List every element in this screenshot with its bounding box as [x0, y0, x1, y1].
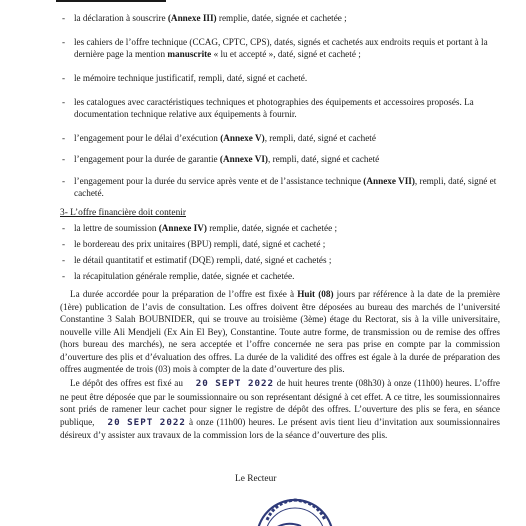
list-item: le détail quantitatif et estimatif (DQE) rempli, daté, signé et cachetés ;	[74, 255, 332, 265]
bullet-marker: -	[62, 239, 66, 249]
list-item: les cahiers de l’offre technique (CCAG, CPTC, CPS), datés, signés et cachetés aux endroits requis et portant à la dernière page la mention manuscrite « lu et accepté », daté, signé et cacheté ;	[74, 37, 488, 59]
submission-paragraph: La durée accordée pour la préparation de l’offre est fixée à Huit (08) jours par référence à la date de la première (1ère) publication de l’avis de consultation. Les offres doivent être déposées au bureau des marchés de l’université Constantine 3 Salah BOUBNIDER, qui se trouve au troisième (3ème) étage du Rectorat, sis à la ville universitaire, nouvelle ville Ali Mendjeli (Ex Ain El Bey), Constantine. Toute autre forme, de transmission ou de remise des offres (hors bureau des marchés), ne sera acceptée et l’offre concernée ne sera pas prise en compte par la commission d’ouverture des plis et d’évaluation des offres. La durée de la validité des offres est égale à la durée de préparation des offres augmentée de trois (03) mois à compter de la date d’ouverture des plis.	[60, 289, 500, 374]
bullet-marker: -	[62, 154, 66, 164]
list-item: l’engagement pour le délai d’exécution (Annexe V), rempli, daté, signé et cacheté	[74, 133, 376, 143]
list-item: l’engagement pour la durée de garantie (Annexe VI), rempli, daté, signé et cacheté	[74, 154, 380, 164]
list-item: la lettre de soumission (Annexe IV) remplie, datée, signée et cachetée ;	[74, 223, 338, 233]
list-item: le bordereau des prix unitaires (BPU) rempli, daté, signé et cacheté ;	[74, 239, 326, 249]
bullet-marker: -	[62, 271, 66, 281]
list-item: l’engagement pour la durée du service après vente et de l’assistance technique (Annexe VII), rempli, daté, signé et cacheté.	[74, 176, 497, 198]
header-rule	[56, 0, 166, 2]
official-seal	[255, 490, 395, 526]
bullet-marker: -	[62, 73, 66, 83]
bullet-marker: -	[62, 223, 66, 233]
list-item: les catalogues avec caractéristiques techniques et photographies des équipements et accessoires proposés. La documentation technique relative aux équipements à fournir.	[74, 97, 474, 119]
signature-line: Le Recteur	[235, 474, 277, 484]
list-item: la récapitulation générale remplie, datée, signée et cachetée.	[74, 271, 295, 281]
date-stamp: 20 SEPT 2022	[107, 416, 186, 428]
bullet-marker: -	[62, 13, 66, 23]
deposit-paragraph: Le dépôt des offres est fixé au 20 SEPT 2022 de huit heures trente (08h30) à onze (11h00) heures. L’offre ne peut être déposée que par le soumissionnaire ou son représentant désigné à cet effet. A ce titre, les soumissionnaires sont priés de ramener leur cachet pour signer le registre de dépôt des offres. L’ouverture des plis se fera, en séance publique, 20 SEPT 2022 à onze (11h00) heures. Le présent avis tient lieu d’invitation aux soumissionnaires désireux d’y assister aux travaux de la commission lors de la séance d’ouverture des plis.	[60, 378, 500, 440]
bullet-marker: -	[62, 133, 66, 143]
bullet-marker: -	[62, 37, 66, 47]
section-heading: 3- L’offre financière doit contenir	[60, 208, 186, 218]
bullet-marker: -	[62, 97, 66, 107]
list-item: la déclaration à souscrire (Annexe III) remplie, datée, signée et cachetée ;	[74, 13, 347, 23]
list-item: le mémoire technique justificatif, rempli, daté, signé et cacheté.	[74, 73, 308, 83]
bullet-marker: -	[62, 176, 66, 186]
bullet-marker: -	[62, 255, 66, 265]
date-stamp: 20 SEPT 2022	[195, 378, 275, 389]
